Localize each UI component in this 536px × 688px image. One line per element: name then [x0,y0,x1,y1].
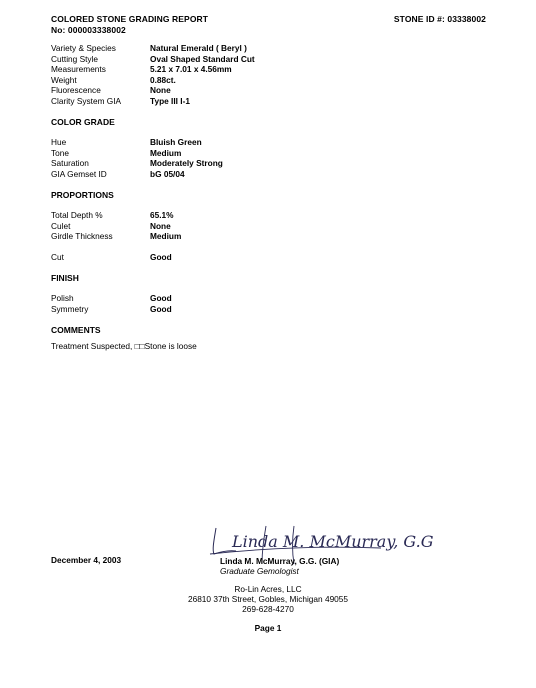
color-row-saturation [51,158,471,169]
comments-text: Treatment Suspected, □□Stone is loose [51,341,197,351]
page-number: Page 1 [254,623,282,633]
section-heading-proportions: PROPORTIONS [51,190,114,200]
detail-row-clarity [51,96,471,107]
signer-title: Graduate Gemologist [220,566,299,576]
detail-row-variety [51,43,471,54]
detail-value: Natural Emerald ( Beryl ) [150,43,247,53]
detail-label: Girdle Thickness [51,231,113,241]
color-row-hue [51,137,471,148]
detail-value: None [150,85,171,95]
detail-value: Moderately Strong [150,158,223,168]
detail-value: Good [150,304,172,314]
detail-value: 65.1% [150,210,174,220]
report-number: No: 000003338002 [51,25,126,35]
detail-value: Type III I-1 [150,96,190,106]
finish-row-polish [51,293,471,304]
detail-label: Cutting Style [51,54,99,64]
detail-value: 5.21 x 7.01 x 4.56mm [150,64,232,74]
section-heading-finish: FINISH [51,273,79,283]
detail-label: Cut [51,252,64,262]
report-title: COLORED STONE GRADING REPORT [51,14,209,24]
proportion-row-girdle [51,231,471,242]
detail-label: Fluorescence [51,85,101,95]
section-heading-comments: COMMENTS [51,325,101,335]
detail-label: Total Depth % [51,210,103,220]
detail-label: Culet [51,221,71,231]
detail-value: Bluish Green [150,137,202,147]
detail-value: Good [150,293,172,303]
proportion-row-cut [51,252,471,263]
stone-id: STONE ID #: 03338002 [393,14,486,24]
detail-label: GIA Gemset ID [51,169,107,179]
detail-label: Symmetry [51,304,89,314]
section-heading-color-grade: COLOR GRADE [51,117,115,127]
detail-value: 0.88ct. [150,75,176,85]
company-address: 26810 37th Street, Gobles, Michigan 49055 [187,594,349,604]
detail-value: bG 05/04 [150,169,185,179]
detail-label: Measurements [51,64,106,74]
detail-label: Saturation [51,158,89,168]
detail-label: Polish [51,293,74,303]
signer-name: Linda M. McMurray, G.G. (GIA) [220,556,340,566]
detail-value: Medium [150,231,182,241]
finish-row-symmetry [51,304,471,315]
company-phone: 269-628-4270 [242,604,294,614]
detail-value: Medium [150,148,182,158]
signature-script: Linda M. McMurray, G.G [232,532,434,551]
detail-value: None [150,221,171,231]
detail-row-fluorescence [51,85,471,96]
detail-label: Hue [51,137,67,147]
detail-label: Weight [51,75,77,85]
detail-label: Clarity System GIA [51,96,122,106]
report-date: December 4, 2003 [51,555,122,565]
detail-label: Tone [51,148,69,158]
detail-value: Oval Shaped Standard Cut [150,54,255,64]
color-row-gemset-id [51,169,471,180]
detail-label: Variety & Species [51,43,116,53]
proportion-row-total-depth [51,210,471,221]
detail-value: Good [150,252,172,262]
detail-row-measurements [51,64,471,75]
company-name: Ro-Lin Acres, LLC [234,584,302,594]
